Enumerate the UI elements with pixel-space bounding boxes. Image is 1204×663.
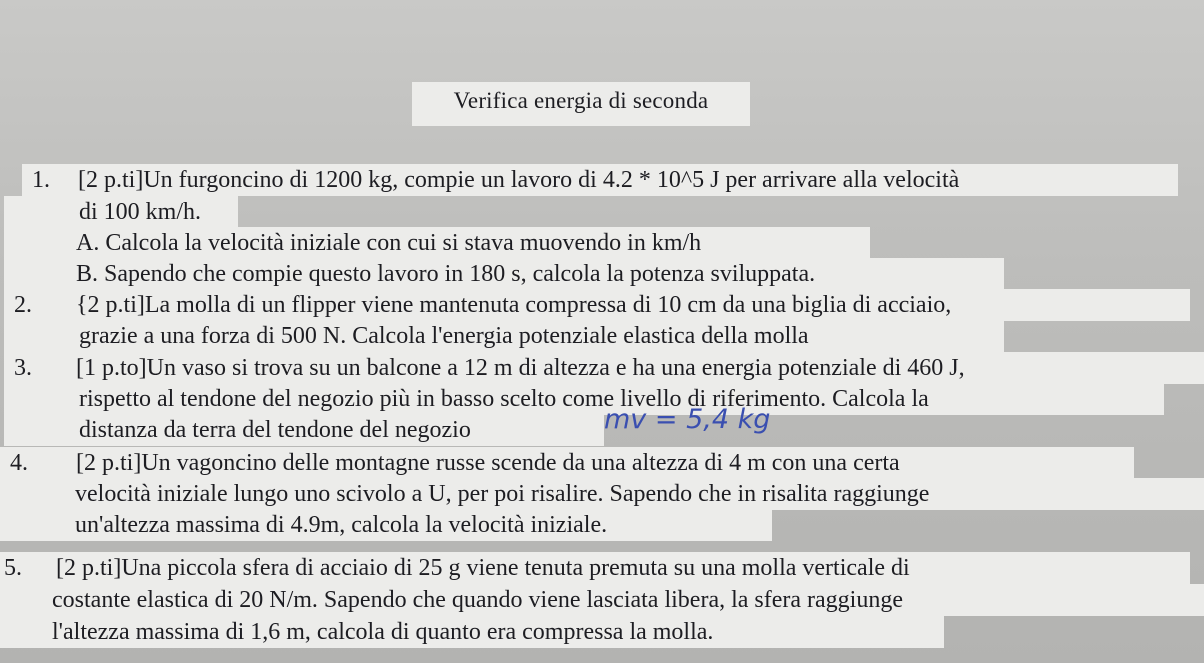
question-5-line-1 <box>0 552 1190 584</box>
question-3-number: 3. <box>14 355 32 381</box>
handwritten-note: mv = 5,4 kg <box>604 404 771 435</box>
question-3-line-1 <box>4 352 1204 384</box>
question-3-line-2: rispetto al tendone del negozio più in basso scelto come livello di riferimento. Calcola la <box>4 383 1164 415</box>
question-1-sub-b: B. Sapendo che compie questo lavoro in 180 s, calcola la potenza sviluppata. <box>4 258 1004 290</box>
question-2-line-2: grazie a una forza di 500 N. Calcola l'energia potenziale elastica della molla <box>4 320 1004 352</box>
question-4-number: 4. <box>10 450 28 476</box>
question-3-text-1: [1 p.to]Un vaso si trova su un balcone a 12 m di altezza e ha una energia potenziale di 460 J, <box>76 355 965 381</box>
question-5-text-1: [2 p.ti]Una piccola sfera di acciaio di 25 g viene tenuta premuta su una molla verticale di <box>56 555 910 581</box>
question-1-line-2: di 100 km/h. <box>4 196 238 228</box>
question-4-line-1 <box>0 447 1134 479</box>
question-1-sub-a: A. Calcola la velocità iniziale con cui si stava muovendo in km/h <box>4 227 870 259</box>
question-2-text-1: {2 p.ti]La molla di un flipper viene mantenuta compressa di 10 cm da una biglia di acciaio, <box>76 292 952 318</box>
question-4-text-1: [2 p.ti]Un vagoncino delle montagne russe scende da una altezza di 4 m con una certa <box>76 450 900 476</box>
question-2-line-1 <box>4 289 1190 321</box>
question-5-line-2: costante elastica di 20 N/m. Sapendo che quando viene lasciata libera, la sfera raggiunge <box>0 584 1204 616</box>
question-1-line-1 <box>22 164 1178 196</box>
question-4-line-3: un'altezza massima di 4.9m, calcola la velocità iniziale. <box>0 509 772 541</box>
question-4-line-2: velocità iniziale lungo uno scivolo a U, per poi risalire. Sapendo che in risalita raggiunge <box>0 478 1204 510</box>
question-2-number: 2. <box>14 292 32 318</box>
question-5-line-3: l'altezza massima di 1,6 m, calcola di quanto era compressa la molla. <box>0 616 944 648</box>
worksheet-title: Verifica energia di seconda <box>412 82 750 126</box>
question-1-number: 1. <box>32 167 50 193</box>
question-1-text-1: [2 p.ti]Un furgoncino di 1200 kg, compie un lavoro di 4.2 * 10^5 J per arrivare alla velocità <box>78 167 960 193</box>
question-3-line-3: distanza da terra del tendone del negozio <box>4 414 604 446</box>
question-5-number: 5. <box>4 555 22 581</box>
